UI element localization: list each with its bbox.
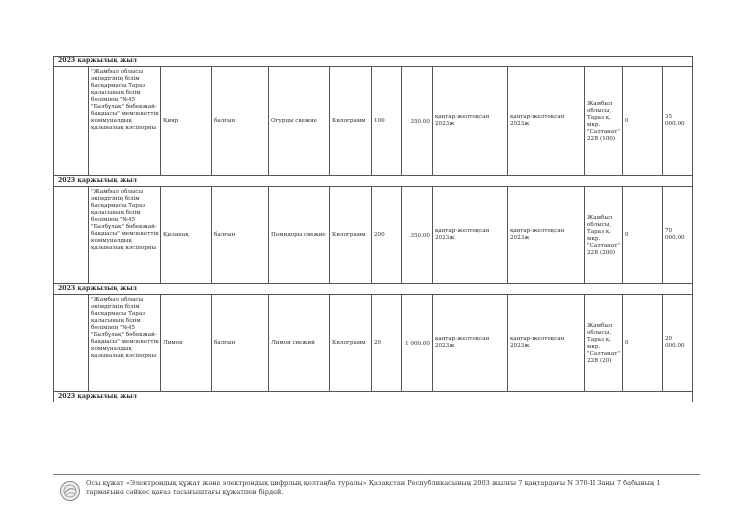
- year-header: 2023 қаржылық жыл: [54, 176, 692, 187]
- item-ru-cell: Помидоры свежие: [268, 187, 329, 283]
- period-start-cell: қаңтар-желтоқсан 2023ж: [432, 187, 507, 283]
- type-cell: балғын: [211, 295, 268, 391]
- quantity-cell: 100: [371, 67, 401, 175]
- quantity-cell: 200: [371, 187, 401, 283]
- row-number-cell: [54, 67, 88, 175]
- advance-cell: 0: [622, 67, 662, 175]
- price-cell: 350.00: [401, 187, 432, 283]
- unit-cell: Килограмм: [329, 187, 371, 283]
- total-cell: 70 000.00: [662, 187, 692, 283]
- price-cell: 350.00: [401, 67, 432, 175]
- item-kz-cell: Қызанақ: [160, 187, 211, 283]
- item-ru-cell: Огурцы свежие: [268, 67, 329, 175]
- year-header: 2023 қаржылық жыл: [54, 56, 692, 67]
- table-row: [54, 295, 692, 392]
- total-cell: 35 000.00: [662, 67, 692, 175]
- row-number-cell: [54, 295, 88, 391]
- period-end-cell: қаңтар-желтоқсан 2023ж: [507, 67, 584, 175]
- table-row: [54, 67, 692, 176]
- item-ru-cell: Лимон свежий: [268, 295, 329, 391]
- advance-cell: 0: [622, 295, 662, 391]
- advance-cell: 0: [622, 187, 662, 283]
- period-start-cell: қаңтар-желтоқсан 2023ж: [432, 295, 507, 391]
- organization-cell: "Жамбыл облысы әкімдігінің білім басқармасы Тараз қаласының білім бөлімінің "№45 "Балбұлақ" бөбекжай-бақшасы" мемлекеттік коммуналдық қазыналық кәсіпорны: [88, 67, 160, 175]
- address-cell: Жамбыл облысы, Тараз қ. мкр. "Салтанат" 22В (100): [584, 67, 622, 175]
- table-row: [54, 187, 692, 284]
- quantity-cell: 20: [371, 295, 401, 391]
- seal-icon: [60, 481, 80, 501]
- item-kz-cell: Қияр: [160, 67, 211, 175]
- year-header: 2023 қаржылық жыл: [58, 393, 137, 400]
- type-cell: балғын: [211, 67, 268, 175]
- organization-cell: "Жамбыл облысы әкімдігінің білім басқармасы Тараз қаласының білім бөлімінің "№45 "Балбұлақ" бөбекжай-бақшасы" мемлекеттік коммуналдық қазыналық кәсіпорны: [88, 295, 160, 391]
- unit-cell: Килограмм: [329, 295, 371, 391]
- address-cell: Жамбыл облысы, Тараз қ. мкр. "Салтанат" 22В (200): [584, 187, 622, 283]
- footer-divider: [53, 474, 700, 475]
- price-cell: 1 000.00: [401, 295, 432, 391]
- legal-notice: Осы құжат «Электрондық құжат және электрондық цифрлық қолтаңба туралы» Қазақстан Республикасының 2003 жылғы 7 қаңтардағы N 370-II Заңы 7 бабының 1 тармағына сәйкес қағаз тасығыштағы құжатпен бірдей.: [86, 479, 661, 496]
- period-start-cell: қаңтар-желтоқсан 2023ж: [432, 67, 507, 175]
- address-cell: Жамбыл облысы, Тараз қ. мкр. "Салтанат" 22В (20): [584, 295, 622, 391]
- total-cell: 20 000.00: [662, 295, 692, 391]
- year-header: 2023 қаржылық жыл: [54, 284, 692, 295]
- unit-cell: Килограмм: [329, 67, 371, 175]
- period-end-cell: қаңтар-желтоқсан 2023ж: [507, 187, 584, 283]
- period-end-cell: қаңтар-желтоқсан 2023ж: [507, 295, 584, 391]
- organization-cell: "Жамбыл облысы әкімдігінің білім басқармасы Тараз қаласының білім бөлімінің "№45 "Балбұлақ" бөбекжай-бақшасы" мемлекеттік коммуналдық қазыналық кәсіпорны: [88, 187, 160, 283]
- procurement-table: [53, 56, 693, 402]
- type-cell: балғын: [211, 187, 268, 283]
- item-kz-cell: Лимон: [160, 295, 211, 391]
- seal-icon-graphic: [61, 482, 79, 500]
- row-number-cell: [54, 187, 88, 283]
